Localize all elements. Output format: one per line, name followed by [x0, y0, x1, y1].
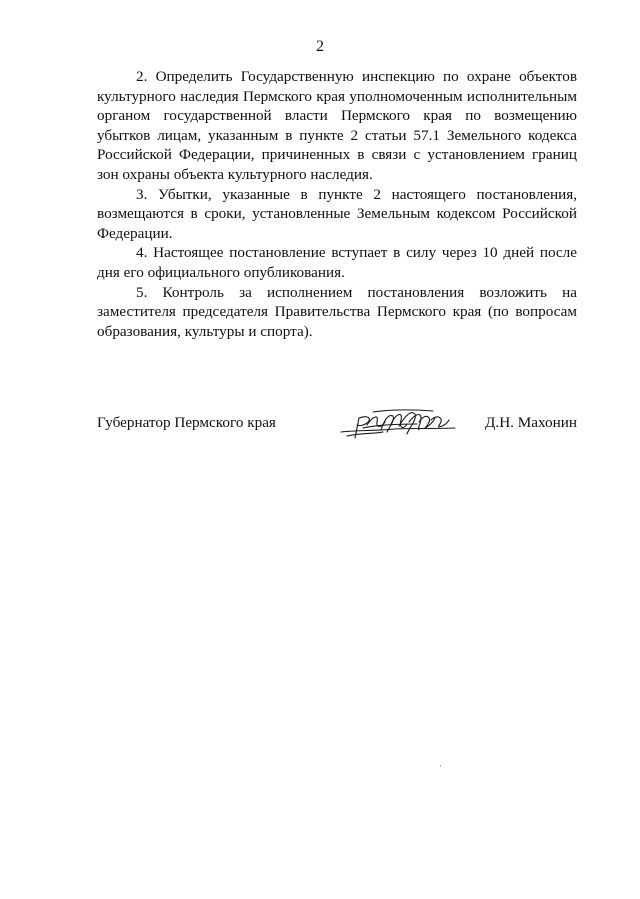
paragraph-5: 5. Контроль за исполнением постановления возложить на заместителя председателя Правительства Пермского края (по вопросам образования, культуры и спорта). [97, 283, 577, 340]
handwritten-signature-icon [337, 406, 457, 442]
page-number: 2 [316, 38, 324, 55]
paragraph-4: 4. Настоящее постановление вступает в силу через 10 дней после дня его официального опубликования. [97, 244, 577, 281]
scan-speck [440, 765, 441, 767]
signature-block [97, 406, 577, 446]
document-body [97, 67, 577, 341]
paragraph-2: 2. Определить Государственную инспекцию по охране объектов культурного наследия Пермского края уполномоченным исполнительным органом государственной власти Пермского края по возмещению убытков лицам, указанным в пункте 2 статьи 57.1 Земельного кодекса Российской Федерации, причиненных в связи с установлением границ зон охраны объекта культурного наследия. [97, 68, 577, 183]
signatory-name: Д.Н. Махонин [485, 414, 577, 431]
paragraph-3: 3. Убытки, указанные в пункте 2 настоящего постановления, возмещаются в сроки, установленные Земельным кодексом Российской Федерации. [97, 185, 577, 242]
signatory-position: Губернатор Пермского края [97, 414, 276, 431]
